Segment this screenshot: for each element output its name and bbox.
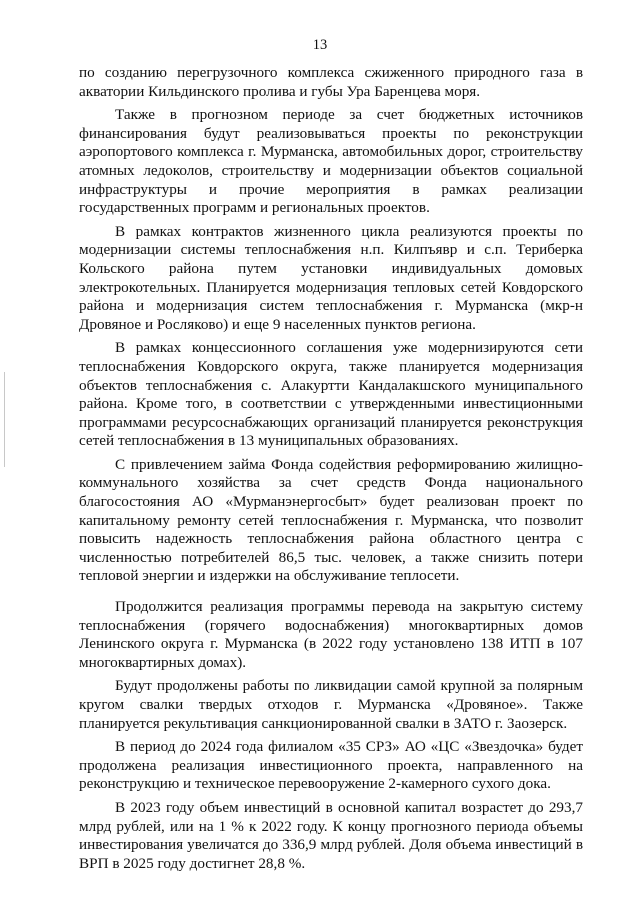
paragraph-3: В рамках контрактов жизненного цикла реализуются проекты по модернизации системы теплоснабжения н.п. Килпъявр и с.п. Териберка Кольского района путем установки индивидуальных домовых электрокотельных. Планируется модернизация тепловых сетей Ковдорского района и модернизация систем теплоснабжения г. Мурманска (мкр-н Дровяное и Росляково) и еще 9 населенных пунктов региона. bbox=[79, 222, 583, 333]
paragraph-8: В период до 2024 года филиалом «35 СРЗ» АО «ЦС «Звездочка» будет продолжена реализация инвестиционного проекта, направленного на реконструкцию и техническое перевооружение 2-камерного сухого дока. bbox=[79, 738, 583, 793]
paragraph-5: С привлечением займа Фонда содействия реформированию жилищно-коммунального хозяйства за счет средств Фонда национального благосостояния АО «Мурманэнергосбыт» будет реализован проект по капитальному ремонту сетей теплоснабжения г. Мурманска, что позволит повысить надежность теплоснабжения района областного центра с численностью потребителей 86,5 тыс. человек, а также снизить потери тепловой энергии и издержки на обслуживание теплосети. bbox=[79, 455, 583, 585]
paragraph-6: Продолжится реализация программы перевода на закрытую систему теплоснабжения (горячего водоснабжения) многоквартирных домов Ленинского округа г. Мурманска (в 2022 году установлено 138 ИТП в 107 многоквартирных домах). bbox=[79, 598, 583, 671]
paragraph-7: Будут продолжены работы по ликвидации самой крупной за полярным кругом свалки твердых отходов г. Мурманска «Дровяное». Также планируется рекультивация санкционированной свалки в ЗАТО г. Заозерск. bbox=[79, 677, 583, 732]
document-body bbox=[79, 64, 583, 878]
paragraph-4: В рамках концессионного соглашения уже модернизируются сети теплоснабжения Ковдорского округа, также планируется модернизация объектов теплоснабжения с. Алакуртти Кандалакшского муниципального района. Кроме того, в соответствии с утвержденными инвестиционными программами ресурсоснабжающих организаций планируется реконструкция сетей теплоснабжения в 13 муниципальных образованиях. bbox=[79, 339, 583, 450]
page-number: 13 bbox=[312, 37, 328, 53]
paragraph-9: В 2023 году объем инвестиций в основной капитал возрастет до 293,7 млрд рублей, или на 1 % к 2022 году. К концу прогнозного периода объемы инвестирования увеличатся до 336,9 млрд рублей. Доля объема инвестиций в ВРП в 2025 году достигнет 28,8 %. bbox=[79, 798, 583, 872]
margin-line bbox=[4, 372, 5, 467]
paragraph-2: Также в прогнозном периоде за счет бюджетных источников финансирования будут реализовываться проекты по реконструкции аэропортового комплекса г. Мурманска, автомобильных дорог, строительству атомных ледоколов, строительству и модернизации объектов социальной инфраструктуры и прочие мероприятия в рамках реализации государственных программ и региональных проектов. bbox=[79, 106, 583, 217]
paragraph-1: по созданию перегрузочного комплекса сжиженного природного газа в акватории Кильдинского пролива и губы Ура Баренцева моря. bbox=[79, 64, 583, 100]
